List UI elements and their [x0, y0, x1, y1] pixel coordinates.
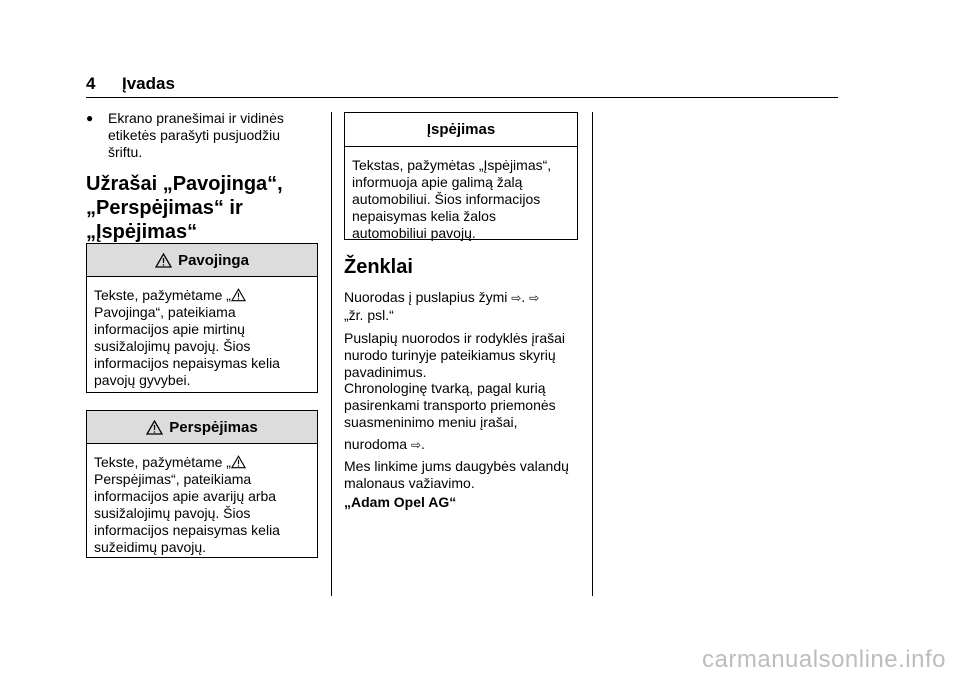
caution-box	[344, 112, 578, 240]
bullet-line: etiketės parašyti pusjuodžiu	[108, 127, 280, 143]
warning-triangle-icon	[146, 420, 163, 435]
danger-box-title: Pavojinga	[178, 251, 249, 269]
section-title	[86, 172, 326, 244]
paragraph-text: Puslapių nuorodos ir rodyklės įrašai	[344, 330, 565, 346]
caution-box-header	[345, 113, 577, 147]
zenklai-paragraph-3	[344, 380, 584, 454]
column-divider-1	[331, 112, 332, 596]
section-title-line: Užrašai „Pavojinga“,	[86, 173, 283, 195]
page-header	[86, 74, 175, 94]
paragraph-text: .	[521, 289, 530, 305]
page-ref-arrow-icon: ⇨	[511, 291, 522, 305]
paragraph-text: Nuorodas į puslapius žymi	[344, 289, 508, 305]
danger-box-header	[87, 244, 317, 277]
watermark: carmanualsonline.info	[702, 646, 946, 673]
page-number: 4	[86, 74, 96, 93]
warning-box	[86, 410, 318, 558]
paragraph-text: pasirenkami transporto priemonės	[344, 397, 556, 413]
header-divider	[86, 97, 838, 98]
paragraph-text: Mes linkime jums daugybės valandų	[344, 458, 569, 474]
paragraph-text: .	[421, 436, 425, 452]
zenklai-paragraph-1	[344, 289, 584, 324]
page-title: Įvadas	[122, 74, 175, 93]
danger-box-line: Tekste, pažymėtame „	[94, 287, 231, 303]
warning-box-line: informacijos nepaisymas kelia	[94, 522, 280, 538]
warning-triangle-icon	[155, 253, 172, 268]
paragraph-text: nurodoma	[344, 436, 408, 452]
danger-box	[86, 243, 318, 393]
danger-box-line: susižalojimų pavojų. Šios	[94, 338, 251, 354]
page-ref-arrow-icon: ⇨	[410, 438, 421, 452]
caution-box-title: Įspėjimas	[426, 121, 496, 138]
caution-box-line: automobiliui. Šios informacijos	[352, 191, 541, 207]
signature: „Adam Opel AG“	[344, 494, 457, 510]
caution-box-line: nepaisymas kelia žalos	[352, 208, 496, 224]
paragraph-text: „žr. psl.“	[344, 307, 394, 323]
warning-box-line: informacijos apie avarijų arba	[94, 488, 277, 504]
paragraph-text: suasmeninimo meniu įrašai,	[344, 414, 518, 430]
danger-box-line: pavojų gyvybei.	[94, 372, 191, 388]
warning-box-line: sužeidimų pavojų.	[94, 539, 207, 555]
zenklai-paragraph-2	[344, 330, 584, 381]
section-title-line: „Įspėjimas“	[86, 221, 198, 243]
danger-box-line: informacijos apie mirtinų	[94, 321, 245, 337]
column-divider-2	[592, 112, 593, 596]
bullet-item	[86, 110, 316, 161]
paragraph-text: nurodo turinyje pateikiamus skyrių	[344, 347, 556, 363]
page-ref-arrow-icon: ⇨	[529, 291, 540, 305]
zenklai-heading: Ženklai	[344, 256, 413, 278]
section-title-line: „Perspėjimas“ ir	[86, 197, 243, 219]
warning-box-line: Perspėjimas“, pateikiama	[94, 471, 252, 487]
caution-box-line: informuoja apie galimą žalą	[352, 174, 523, 190]
warning-box-header	[87, 411, 317, 444]
paragraph-text: malonaus važiavimo.	[344, 475, 475, 491]
warning-box-line: Tekste, pažymėtame „	[94, 454, 231, 470]
bullet-line: šriftu.	[108, 144, 143, 160]
bullet-line: Ekrano pranešimai ir vidinės	[108, 110, 284, 126]
caution-box-line: automobiliui pavojų.	[352, 225, 476, 241]
paragraph-text: pavadinimus.	[344, 364, 427, 380]
bullet-dot: ●	[86, 111, 94, 125]
warning-triangle-icon	[231, 455, 246, 469]
zenklai-paragraph-4	[344, 458, 584, 492]
paragraph-text: Chronologinę tvarką, pagal kurią	[344, 380, 546, 396]
warning-box-line: susižalojimų pavojų. Šios	[94, 505, 251, 521]
warning-box-title: Perspėjimas	[169, 418, 258, 436]
danger-box-line: informacijos nepaisymas kelia	[94, 355, 280, 371]
caution-box-line: Tekstas, pažymėtas „Įspėjimas“,	[352, 157, 552, 173]
danger-box-line: Pavojinga“, pateikiama	[94, 304, 236, 320]
warning-triangle-icon	[231, 288, 246, 302]
